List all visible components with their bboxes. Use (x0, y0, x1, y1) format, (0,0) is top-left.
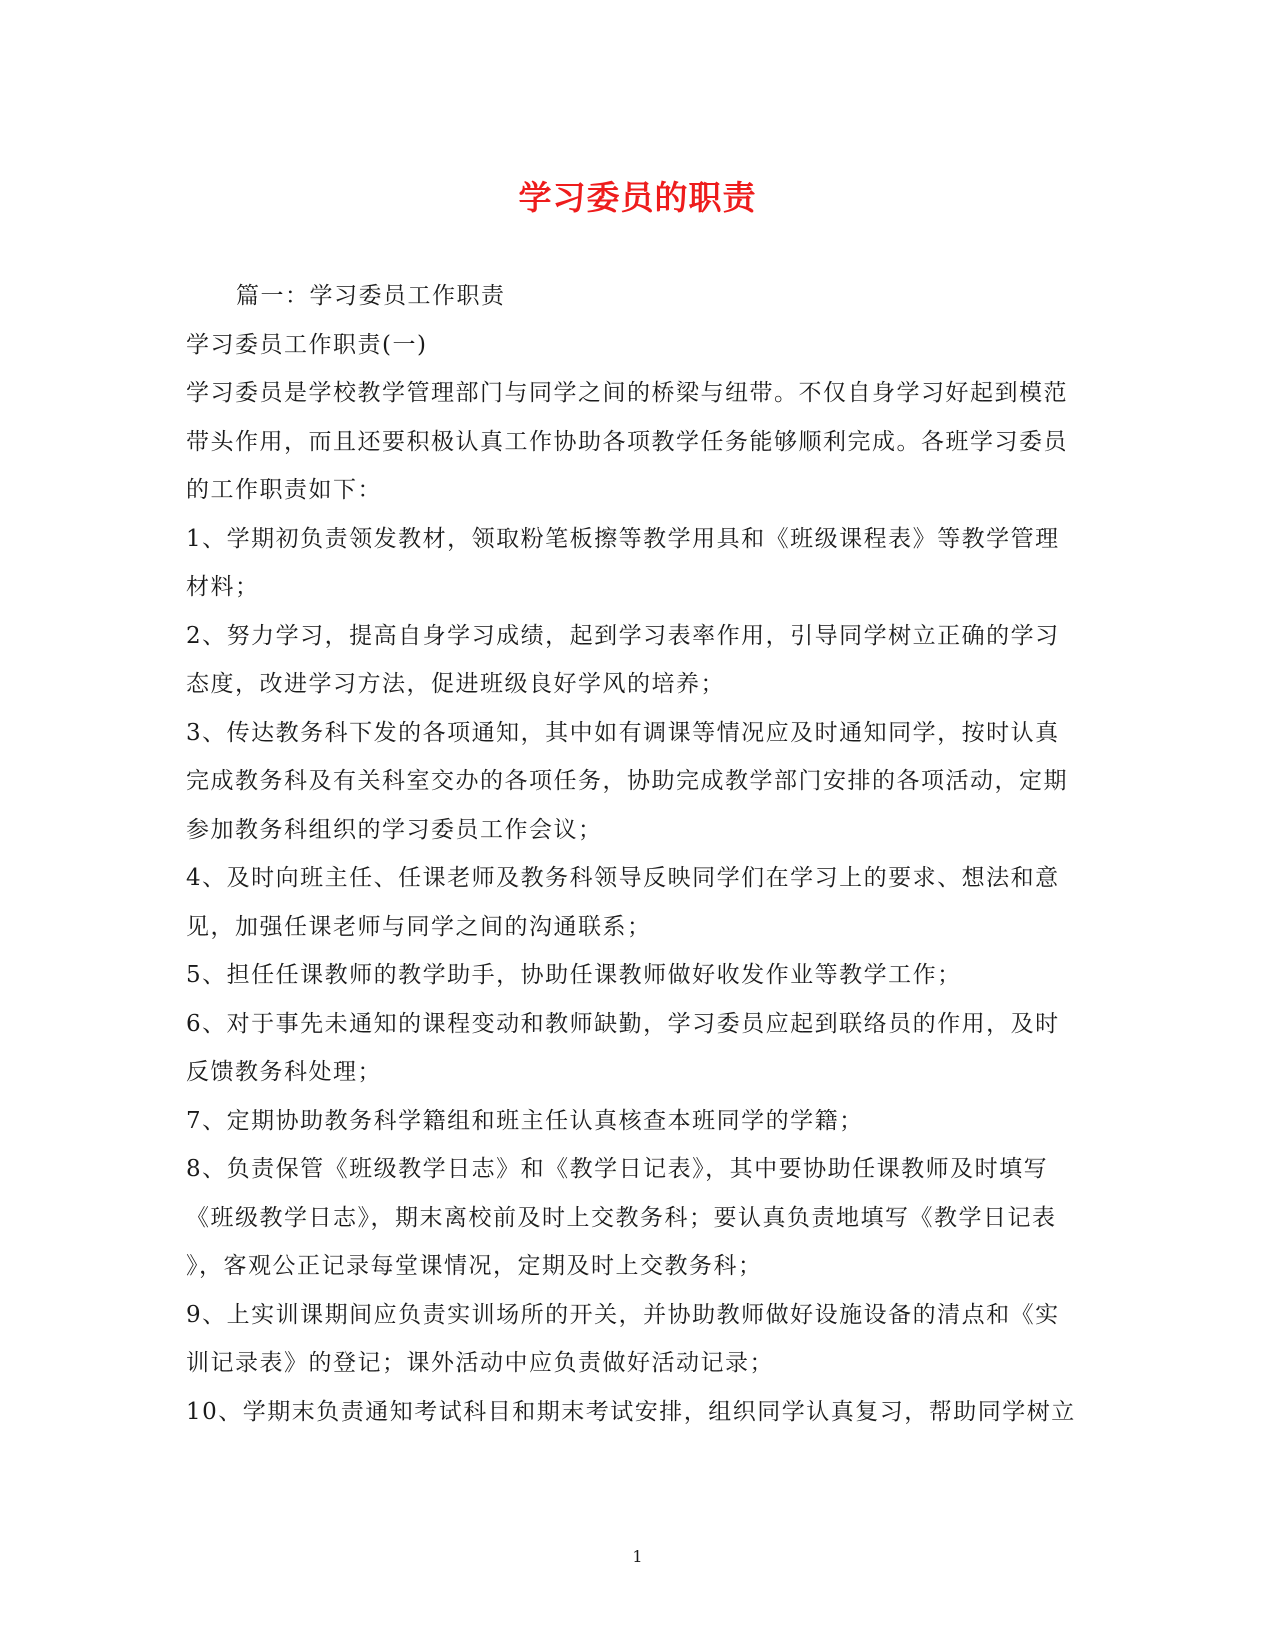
document-title: 学习委员的职责 (518, 178, 757, 217)
list-item-line: 1、学期初负责领发教材，领取粉笔板擦等教学用具和《班级课程表》等教学管理 (186, 525, 1060, 552)
list-item-line: 》，客观公正记录每堂课情况，定期及时上交教务科； (186, 1253, 763, 1279)
list-item-line: 5、担任任课教师的教学助手，协助任课教师做好收发作业等教学工作； (186, 962, 962, 988)
paragraph-line: 带头作用，而且还要积极认真工作协助各项教学任务能够顺利完成。各班学习委员 (186, 428, 1068, 455)
list-item-line: 训记录表》的登记；课外活动中应负责做好活动记录； (186, 1350, 774, 1376)
subsection-heading: 学习委员工作职责(一) (186, 331, 428, 358)
section-heading: 篇一：学习委员工作职责 (236, 283, 506, 309)
list-item-line: 7、定期协助教务科学籍组和班主任认真核查本班同学的学籍； (186, 1107, 864, 1134)
list-item-line: 4、及时向班主任、任课老师及教务科领导反映同学们在学习上的要求、想法和意 (186, 865, 1060, 891)
list-item-line: 8、负责保管《班级教学日志》和《教学日记表》，其中要协助任课教师及时填写 (186, 1156, 1049, 1182)
list-item-line: 《班级教学日志》，期末离校前及时上交教务科；要认真负责地填写《教学日记表 (186, 1204, 1057, 1231)
list-item-line: 3、传达教务科下发的各项通知，其中如有调课等情况应及时通知同学，按时认真 (186, 719, 1060, 746)
list-item-line: 见，加强任课老师与同学之间的沟通联系； (186, 913, 652, 940)
paragraph-line: 学习委员是学校教学管理部门与同学之间的桥梁与纽带。不仅自身学习好起到模范 (186, 380, 1068, 406)
list-item-line: 材料； (186, 574, 260, 600)
paragraph-line: 的工作职责如下： (186, 477, 382, 503)
list-item-line: 6、对于事先未通知的课程变动和教师缺勤，学习委员应起到联络员的作用，及时 (186, 1010, 1060, 1037)
list-item-line: 态度，改进学习方法，促进班级良好学风的培养； (186, 671, 725, 697)
list-item-line: 反馈教务科处理； (186, 1059, 382, 1085)
list-item-line: 参加教务科组织的学习委员工作会议； (186, 816, 603, 843)
page-number: 1 (632, 1547, 643, 1566)
list-item-line: 10、学期末负责通知考试科目和期末考试安排，组织同学认真复习，帮助同学树立 (186, 1398, 1076, 1425)
document-body (186, 272, 1091, 1436)
list-item-line: 9、上实训课期间应负责实训场所的开关，并协助教师做好设施设备的清点和《实 (186, 1301, 1060, 1328)
list-item-line: 2、努力学习，提高自身学习成绩，起到学习表率作用，引导同学树立正确的学习 (186, 622, 1060, 649)
list-item-line: 完成教务科及有关科室交办的各项任务，协助完成教学部门安排的各项活动，定期 (186, 768, 1068, 794)
